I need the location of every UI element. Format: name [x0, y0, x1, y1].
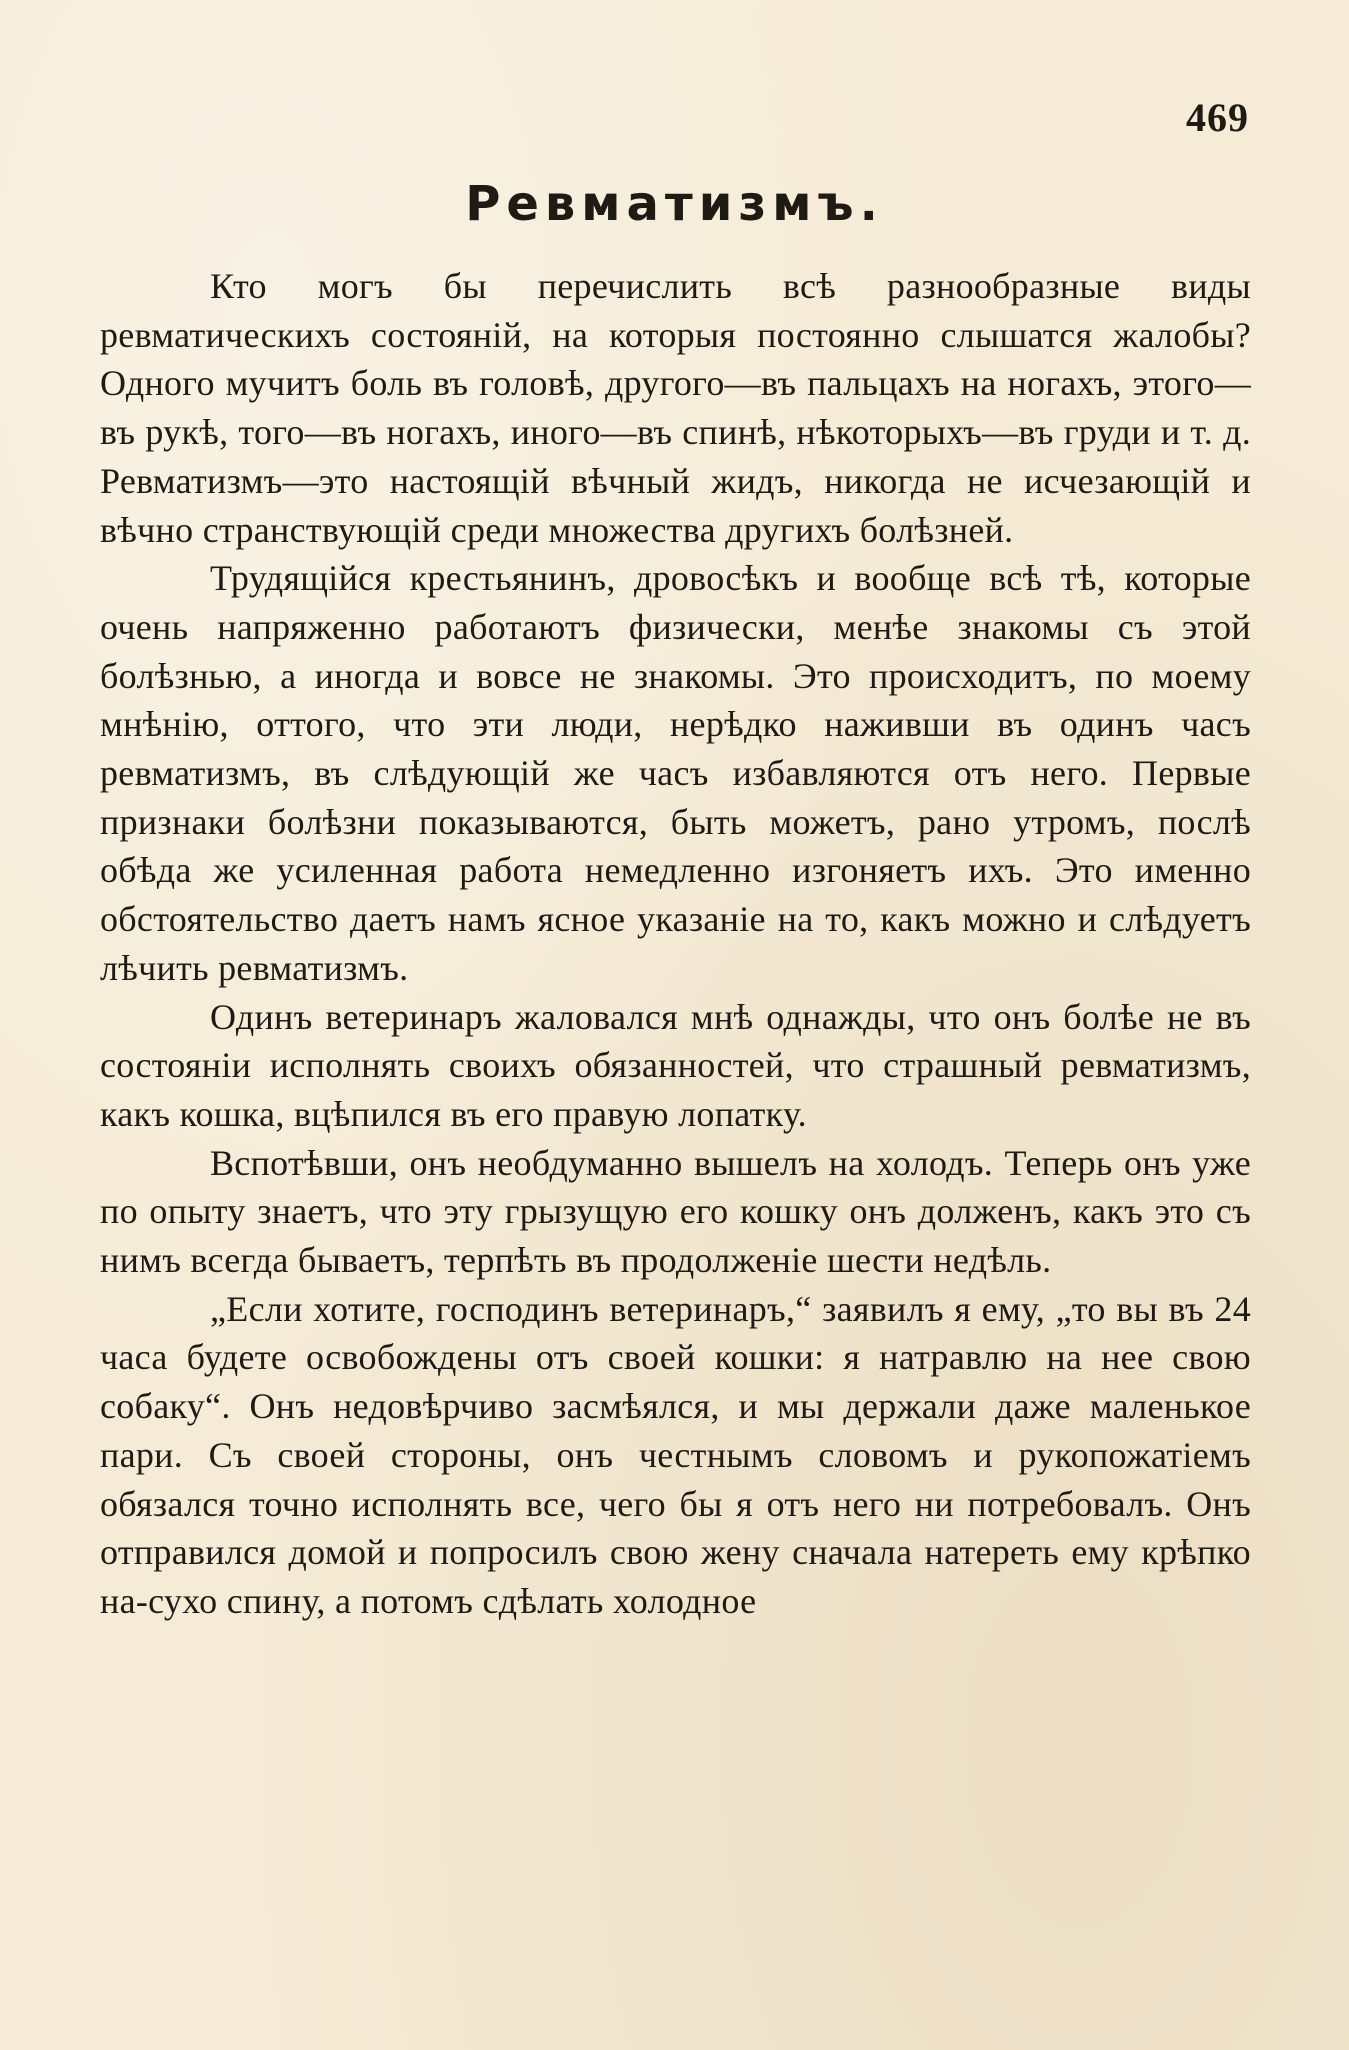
- paragraph-2: Трудящійся крестьянинъ, дровосѣкъ и вообще всѣ тѣ, которые очень напряженно работаютъ физически, менѣе знакомы съ этой болѣзнью, а иногда и вовсе не знакомы. Это происходитъ, по моему мнѣнію, оттого, что эти люди, нерѣдко наживши въ одинъ часъ ревматизмъ, въ слѣдующій же часъ избавляются отъ него. Первые признаки болѣзни показываются, быть можетъ, рано утромъ, послѣ обѣда же усиленная работа немедленно изгоняетъ ихъ. Это именно обстоятельство даетъ намъ ясное указаніе на то, какъ можно и слѣдуетъ лѣчить ревматизмъ.: [100, 558, 1251, 988]
- paragraph-1: Кто могъ бы перечислить всѣ разнообразные виды ревматическихъ состояній, на которыя постоянно слышатся жалобы? Одного мучитъ боль въ головѣ, другого—въ пальцахъ на ногахъ, этого—въ рукѣ, того—въ ногахъ, иного—въ спинѣ, нѣкоторыхъ—въ груди и т. д. Ревматизмъ—это настоящій вѣчный жидъ, никогда не исчезающій и вѣчно странствующій среди множества другихъ болѣзней.: [100, 266, 1251, 550]
- body-text: [100, 262, 1251, 1626]
- page-number: 469: [1186, 95, 1249, 140]
- paragraph-3: Одинъ ветеринаръ жаловался мнѣ однажды, что онъ болѣе не въ состояніи исполнять своихъ обязанностей, что страшный ревматизмъ, какъ кошка, вцѣпился въ его правую лопатку.: [100, 996, 1251, 1134]
- chapter-title: Ревматизмъ.: [465, 176, 884, 232]
- paragraph-4: Вспотѣвши, онъ необдуманно вышелъ на холодъ. Теперь онъ уже по опыту знаетъ, что эту грызущую его кошку онъ долженъ, какъ это съ нимъ всегда бываетъ, терпѣть въ продолженіе шести недѣль.: [100, 1142, 1251, 1281]
- paragraph-5: „Если хотите, господинъ ветеринаръ,“ заявилъ я ему, „то вы въ 24 часа будете освобождены отъ своей кошки: я натравлю на нее свою собаку“. Онъ недовѣрчиво засмѣялся, и мы держали даже маленькое пари. Съ своей стороны, онъ честнымъ словомъ и рукопожатіемъ обязался точно исполнять все, чего бы я отъ него ни потребовалъ. Онъ отправился домой и попросилъ свою жену сначала натереть ему крѣпко на-сухо спину, а потомъ сдѣлать холодное: [100, 1288, 1251, 1621]
